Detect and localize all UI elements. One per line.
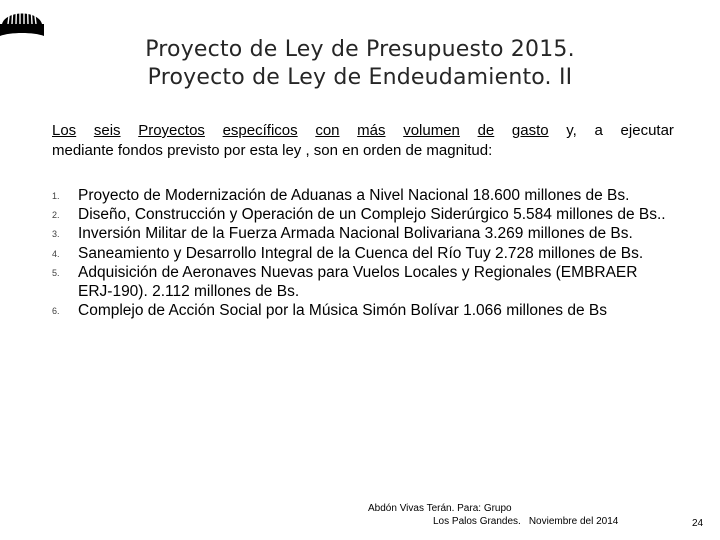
list-item-text: Proyecto de Modernización de Aduanas a Nivel Nacional 18.600 millones de Bs.	[78, 187, 630, 204]
title-line-1: Proyecto de Ley de Presupuesto 2015.	[145, 37, 575, 62]
list-item	[52, 263, 672, 301]
list-item-text: Diseño, Construcción y Operación de un Complejo Siderúrgico 5.584 millones de Bs..	[78, 206, 666, 224]
intro-line-1	[52, 121, 674, 141]
intro-word: gasto	[511, 122, 549, 139]
list-item-text: Saneamiento y Desarrollo Integral de la Cuenca del Río Tuy 2.728 millones de Bs.	[78, 244, 644, 262]
slide-title	[0, 36, 720, 92]
list-item	[52, 224, 672, 243]
footer-author: Abdón Vivas Terán. Para: Grupo	[368, 503, 512, 514]
list-number: 1.	[52, 191, 60, 201]
list-number: 5.	[52, 267, 60, 278]
list-item	[52, 244, 672, 263]
list-number: 4.	[52, 248, 60, 259]
list-number: 6.	[52, 306, 60, 317]
intro-paragraph	[52, 121, 674, 161]
list-number: 2.	[52, 210, 60, 221]
intro-word: ejecutar	[620, 122, 674, 139]
intro-line-2: mediante fondos previsto por esta ley , son en orden de magnitud:	[52, 142, 493, 159]
list-item	[52, 186, 672, 205]
title-line-2: Proyecto de Ley de Endeudamiento. II	[147, 65, 573, 90]
intro-word: a	[594, 122, 603, 139]
intro-word: Los	[52, 122, 77, 139]
footer-group: Los Palos Grandes.	[433, 516, 521, 527]
intro-word: Proyectos	[138, 122, 205, 139]
project-list	[52, 186, 672, 320]
list-item	[52, 301, 672, 320]
list-item-text: Adquisición de Aeronaves Nuevas para Vuelos Locales y Regionales (EMBRAER ERJ-190). 2.112 millones de Bs.	[78, 263, 638, 301]
list-item-text: Inversión Militar de la Fuerza Armada Nacional Bolivariana 3.269 millones de Bs.	[78, 225, 633, 243]
footer	[368, 502, 618, 528]
list-number: 3.	[52, 229, 60, 240]
intro-word: más	[357, 122, 386, 139]
intro-word: específicos	[222, 122, 298, 139]
list-item-text: Complejo de Acción Social por la Música Simón Bolívar 1.066 millones de Bs	[78, 302, 607, 320]
intro-word: volumen	[403, 122, 460, 139]
footer-date: Noviembre del 2014	[528, 516, 619, 527]
intro-word: con	[315, 122, 340, 139]
intro-word: seis	[93, 122, 121, 139]
list-item	[52, 205, 672, 224]
page-number: 24	[692, 518, 704, 529]
footer-line-2	[368, 515, 618, 528]
intro-word: y,	[566, 122, 577, 139]
intro-word: de	[477, 122, 495, 139]
